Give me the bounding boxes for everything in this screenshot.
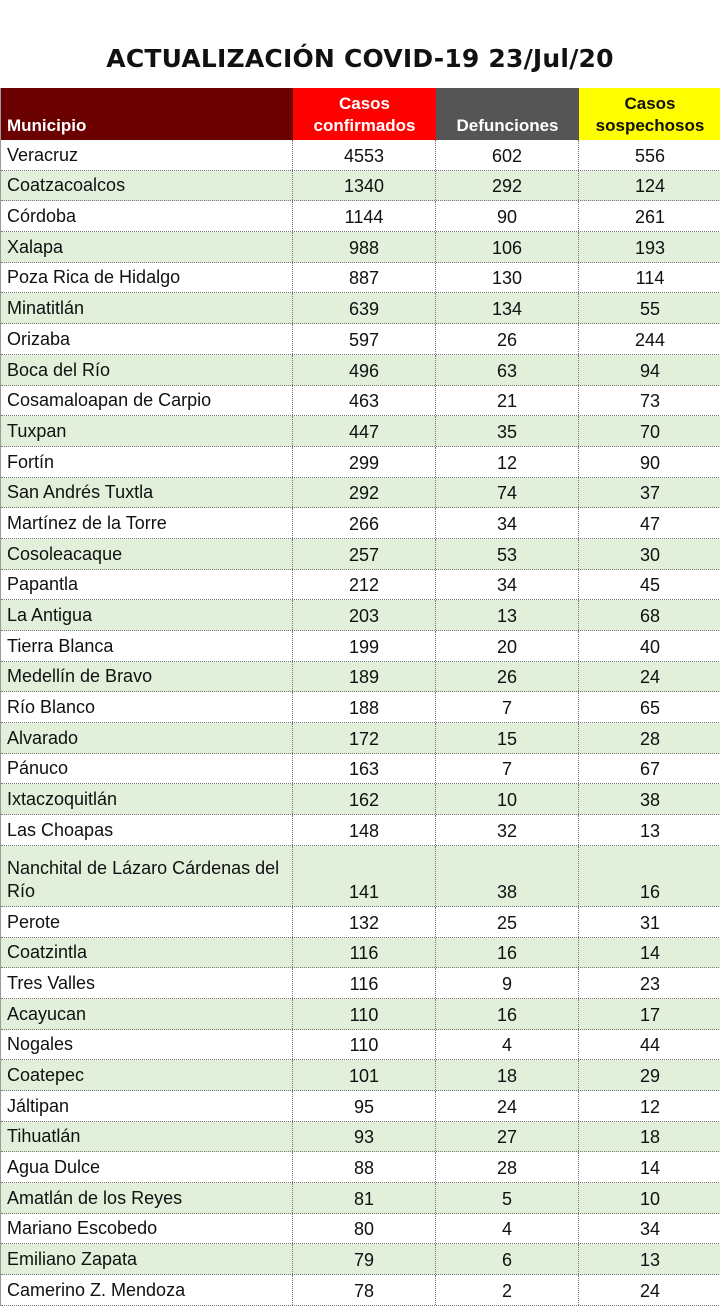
defunciones-cell: 32: [436, 815, 579, 845]
table-row: [1, 1091, 720, 1122]
table-row: [1, 907, 720, 938]
municipio-cell: Coatepec: [1, 1060, 293, 1090]
table-row: [1, 570, 720, 601]
sospechosos-cell: 14: [639, 943, 661, 964]
confirmados-cell: 292: [293, 478, 436, 508]
table-row: [1, 1183, 720, 1214]
defunciones-cell: 63: [436, 355, 579, 385]
confirmados-cell: 148: [293, 815, 436, 845]
confirmados-cell: 163: [293, 754, 436, 784]
sospechosos-cell: 10: [639, 1188, 661, 1209]
municipio-cell: Papantla: [1, 570, 293, 600]
sospechosos-cell: 55: [639, 299, 661, 320]
defunciones-cell: 9: [436, 968, 579, 998]
municipio-cell: Tuxpan: [1, 416, 293, 446]
covid-table: [0, 88, 720, 1306]
sospechosos-cell: 47: [639, 513, 661, 534]
municipio-cell: Agua Dulce: [1, 1152, 293, 1182]
sospechosos-cell: 124: [634, 176, 666, 197]
defunciones-cell: 25: [436, 907, 579, 937]
municipio-cell: Boca del Río: [1, 355, 293, 385]
defunciones-cell: 34: [436, 570, 579, 600]
municipio-cell: Poza Rica de Hidalgo: [1, 263, 293, 293]
table-row: [1, 1152, 720, 1183]
sospechosos-cell: 23: [639, 973, 661, 994]
confirmados-cell: 199: [293, 631, 436, 661]
municipio-cell: Tres Valles: [1, 968, 293, 998]
defunciones-cell: 34: [436, 508, 579, 538]
municipio-cell: Nanchital de Lázaro Cárdenas del Río: [1, 846, 293, 906]
sospechosos-cell: 29: [639, 1065, 661, 1086]
defunciones-cell: 26: [436, 324, 579, 354]
confirmados-cell: 257: [293, 539, 436, 569]
table-row: [1, 324, 720, 355]
confirmados-cell: 116: [293, 938, 436, 968]
header-defunciones: [436, 88, 579, 140]
sospechosos-cell: 37: [639, 483, 661, 504]
sospechosos-cell: 12: [639, 1096, 661, 1117]
confirmados-cell: 639: [293, 293, 436, 323]
sospechosos-cell: 44: [639, 1035, 661, 1056]
table-row: [1, 416, 720, 447]
confirmados-cell: 95: [293, 1091, 436, 1121]
defunciones-cell: 18: [436, 1060, 579, 1090]
confirmados-cell: 79: [293, 1244, 436, 1274]
confirmados-cell: 132: [293, 907, 436, 937]
table-row: [1, 784, 720, 815]
defunciones-cell: 10: [436, 784, 579, 814]
confirmados-cell: 203: [293, 600, 436, 630]
confirmados-cell: 162: [293, 784, 436, 814]
header-casos-confirmados: [293, 88, 436, 140]
sospechosos-cell: 73: [639, 391, 661, 412]
municipio-cell: Alvarado: [1, 723, 293, 753]
table-row: [1, 1214, 720, 1245]
municipio-cell: Tierra Blanca: [1, 631, 293, 661]
municipio-cell: Nogales: [1, 1030, 293, 1060]
header-sospechosos-line1: Casos: [624, 94, 676, 113]
sospechosos-cell: 16: [639, 881, 661, 902]
defunciones-cell: 15: [436, 723, 579, 753]
municipio-cell: Cosoleacaque: [1, 539, 293, 569]
defunciones-cell: 130: [436, 263, 579, 293]
sospechosos-cell: 28: [639, 728, 661, 749]
defunciones-cell: 27: [436, 1122, 579, 1152]
confirmados-cell: 1144: [293, 201, 436, 231]
municipio-cell: Cosamaloapan de Carpio: [1, 386, 293, 416]
municipio-cell: Mariano Escobedo: [1, 1214, 293, 1244]
header-municipio: [1, 88, 293, 140]
sospechosos-cell: 556: [634, 145, 666, 166]
confirmados-cell: 188: [293, 692, 436, 722]
table-row: [1, 692, 720, 723]
municipio-cell: Medellín de Bravo: [1, 662, 293, 692]
defunciones-cell: 35: [436, 416, 579, 446]
municipio-cell: Coatzintla: [1, 938, 293, 968]
defunciones-cell: 6: [436, 1244, 579, 1274]
municipio-cell: Córdoba: [1, 201, 293, 231]
defunciones-cell: 2: [436, 1275, 579, 1305]
sospechosos-cell: 18: [639, 1127, 661, 1148]
table-row: [1, 631, 720, 662]
table-row: [1, 1122, 720, 1153]
confirmados-cell: 1340: [293, 171, 436, 201]
confirmados-cell: 141: [293, 846, 436, 906]
confirmados-cell: 212: [293, 570, 436, 600]
defunciones-cell: 7: [436, 754, 579, 784]
table-row: [1, 508, 720, 539]
table-row: [1, 662, 720, 693]
header-defunciones-label: Defunciones: [456, 116, 559, 135]
sospechosos-cell: 30: [639, 544, 661, 565]
confirmados-cell: 266: [293, 508, 436, 538]
sospechosos-cell: 14: [639, 1158, 661, 1178]
sospechosos-cell: 13: [639, 820, 661, 841]
table-row: [1, 263, 720, 294]
table-row: [1, 478, 720, 509]
sospechosos-cell: 94: [639, 360, 661, 381]
table-row: [1, 232, 720, 263]
table-row: [1, 938, 720, 969]
table-row: [1, 539, 720, 570]
municipio-cell: Pánuco: [1, 754, 293, 784]
sospechosos-cell: 34: [639, 1219, 661, 1240]
defunciones-cell: 106: [436, 232, 579, 262]
municipio-cell: Las Choapas: [1, 815, 293, 845]
sospechosos-cell: 114: [635, 268, 665, 289]
municipio-cell: Tihuatlán: [1, 1122, 293, 1152]
defunciones-cell: 26: [436, 662, 579, 692]
municipio-cell: Orizaba: [1, 324, 293, 354]
defunciones-cell: 16: [436, 938, 579, 968]
sospechosos-cell: 65: [639, 698, 661, 719]
header-confirmados-line2: confirmados: [313, 116, 416, 135]
sospechosos-cell: 68: [639, 606, 661, 626]
sospechosos-cell: 38: [639, 790, 661, 811]
table-row: [1, 201, 720, 232]
confirmados-cell: 463: [293, 386, 436, 416]
table-header: [1, 88, 720, 140]
defunciones-cell: 90: [436, 201, 579, 231]
defunciones-cell: 12: [436, 447, 579, 477]
table-row: [1, 1030, 720, 1061]
table-row: [1, 293, 720, 324]
municipio-cell: San Andrés Tuxtla: [1, 478, 293, 508]
municipio-cell: Coatzacoalcos: [1, 171, 293, 201]
confirmados-cell: 93: [293, 1122, 436, 1152]
page-title: ACTUALIZACIÓN COVID-19 23/Jul/20: [106, 44, 614, 73]
confirmados-cell: 116: [293, 968, 436, 998]
confirmados-cell: 81: [293, 1183, 436, 1213]
municipio-cell: Amatlán de los Reyes: [1, 1183, 293, 1213]
table-row: [1, 1244, 720, 1275]
table-row: [1, 447, 720, 478]
header-casos-sospechosos: [579, 88, 720, 140]
table-row: [1, 386, 720, 417]
confirmados-cell: 597: [293, 324, 436, 354]
confirmados-cell: 887: [293, 263, 436, 293]
table-row: [1, 815, 720, 846]
confirmados-cell: 496: [293, 355, 436, 385]
defunciones-cell: 4: [436, 1030, 579, 1060]
table-row: [1, 171, 720, 202]
confirmados-cell: 299: [293, 447, 436, 477]
sospechosos-cell: 244: [634, 329, 666, 350]
municipio-cell: Fortín: [1, 447, 293, 477]
header-sospechosos-line2: sospechosos: [595, 116, 705, 135]
confirmados-cell: 101: [293, 1060, 436, 1090]
defunciones-cell: 38: [436, 846, 579, 906]
defunciones-cell: 24: [436, 1091, 579, 1121]
sospechosos-cell: 193: [634, 237, 666, 258]
header-municipio-label: Municipio: [7, 116, 87, 135]
table-row: [1, 600, 720, 631]
confirmados-cell: 110: [293, 999, 436, 1029]
confirmados-cell: 88: [293, 1152, 436, 1182]
sospechosos-cell: 24: [639, 667, 661, 688]
defunciones-cell: 13: [436, 600, 579, 630]
defunciones-cell: 21: [436, 386, 579, 416]
table-row: [1, 754, 720, 785]
municipio-cell: La Antigua: [1, 600, 293, 630]
municipio-cell: Minatitlán: [1, 293, 293, 323]
confirmados-cell: 110: [293, 1030, 436, 1060]
sospechosos-cell: 40: [639, 636, 661, 657]
defunciones-cell: 16: [436, 999, 579, 1029]
sospechosos-cell: 45: [639, 575, 661, 596]
header-confirmados-line1: Casos: [338, 94, 391, 113]
municipio-cell: Perote: [1, 907, 293, 937]
defunciones-cell: 602: [436, 140, 579, 170]
defunciones-cell: 7: [436, 692, 579, 722]
table-row: [1, 140, 720, 171]
confirmados-cell: 78: [293, 1275, 436, 1305]
municipio-cell: Veracruz: [1, 140, 293, 170]
confirmados-cell: 189: [293, 662, 436, 692]
confirmados-cell: 4553: [293, 140, 436, 170]
sospechosos-cell: 13: [639, 1250, 661, 1271]
defunciones-cell: 292: [436, 171, 579, 201]
table-row: [1, 355, 720, 386]
confirmados-cell: 80: [293, 1214, 436, 1244]
sospechosos-cell: 90: [639, 452, 661, 473]
table-row: [1, 723, 720, 754]
defunciones-cell: 74: [436, 478, 579, 508]
municipio-cell: Emiliano Zapata: [1, 1244, 293, 1274]
table-row: [1, 1060, 720, 1091]
defunciones-cell: 4: [436, 1214, 579, 1244]
sospechosos-cell: 17: [639, 1004, 661, 1025]
sospechosos-cell: 261: [634, 207, 666, 228]
municipio-cell: Martínez de la Torre: [1, 508, 293, 538]
sospechosos-cell: 70: [639, 421, 661, 442]
defunciones-cell: 5: [436, 1183, 579, 1213]
confirmados-cell: 172: [293, 723, 436, 753]
municipio-cell: Ixtaczoquitlán: [1, 784, 293, 814]
municipio-cell: Acayucan: [1, 999, 293, 1029]
confirmados-cell: 447: [293, 416, 436, 446]
municipio-cell: Río Blanco: [1, 692, 293, 722]
sospechosos-cell: 24: [639, 1280, 661, 1301]
defunciones-cell: 28: [436, 1152, 579, 1182]
municipio-cell: Xalapa: [1, 232, 293, 262]
confirmados-cell: 988: [293, 232, 436, 262]
defunciones-cell: 134: [436, 293, 579, 323]
defunciones-cell: 20: [436, 631, 579, 661]
table-row: [1, 999, 720, 1030]
municipio-cell: Camerino Z. Mendoza: [1, 1275, 293, 1305]
municipio-cell: Jáltipan: [1, 1091, 293, 1121]
table-body: [1, 140, 720, 1306]
table-row: [1, 846, 720, 907]
sospechosos-cell: 67: [639, 759, 661, 780]
table-row: [1, 968, 720, 999]
defunciones-cell: 53: [436, 539, 579, 569]
sospechosos-cell: 31: [639, 912, 661, 933]
